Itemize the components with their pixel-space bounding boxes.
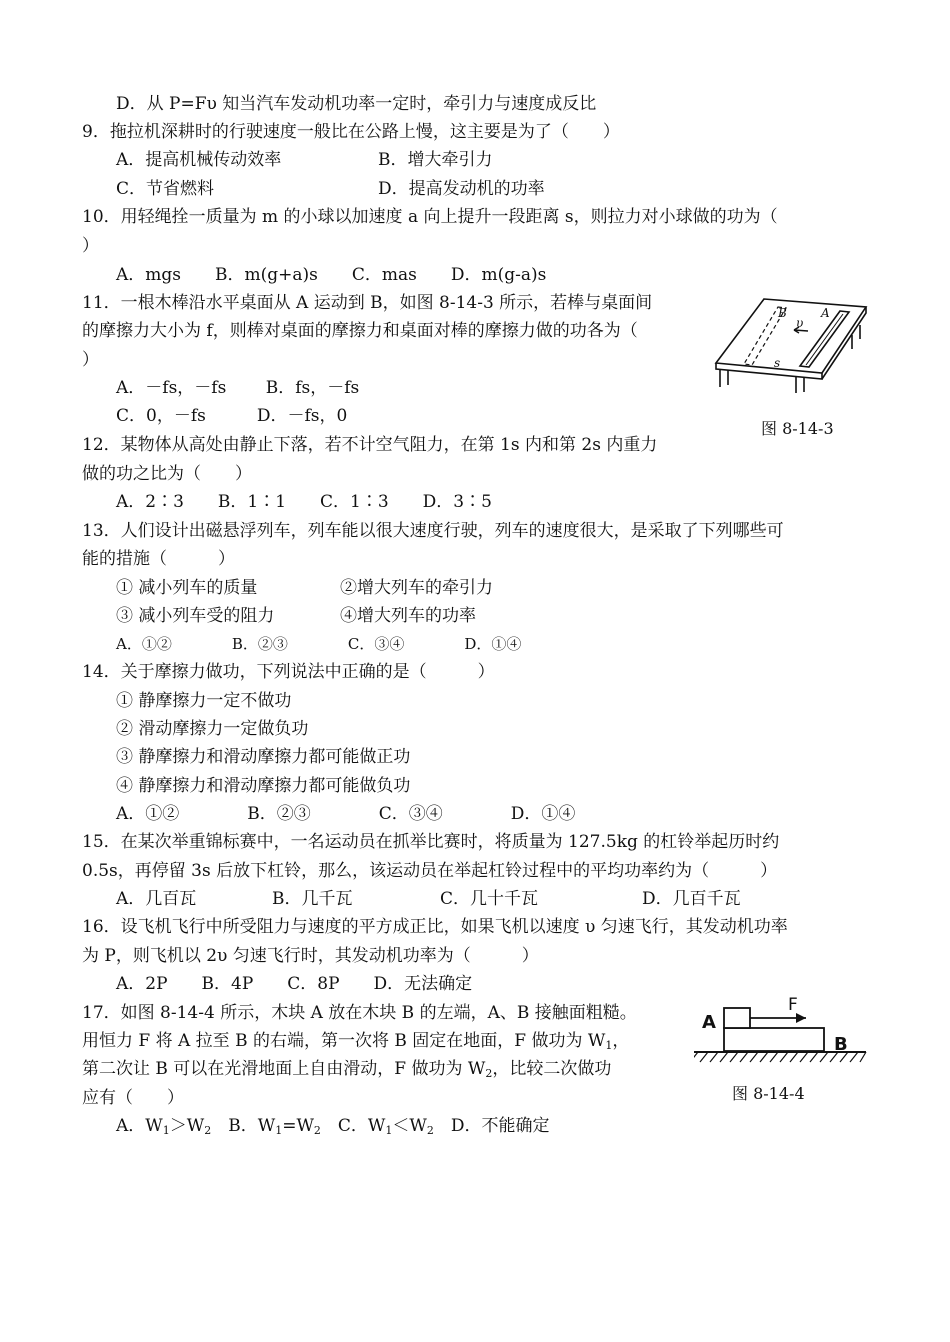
q12-stem-line2: 做的功之比为（ ） (82, 464, 252, 484)
q13-item-4: ④增大列车的功率 (340, 606, 476, 626)
q17-stem-line2: 用恒力 F 将 A 拉至 B 的右端，第一次将 B 固定在地面，F 做功为 $W_1$， (82, 1031, 630, 1052)
figure-label-s: s (774, 356, 781, 370)
q15-stem-line1: 15．在某次举重锦标赛中，一名运动员在抓举比赛时，将质量为 127.5kg 的杠铃举起历时约 (82, 832, 780, 852)
figure-8-14-4-caption: 图 8-14-4 (732, 1084, 805, 1103)
q13-item-3: ③ 减小列车受的阻力 (116, 606, 275, 626)
q15-option-c: C．几十千瓦 (440, 889, 539, 909)
figure-8-14-3-caption: 图 8-14-3 (761, 419, 834, 438)
q13-options: A．①② B．②③ C．③④ D．①④ (116, 635, 522, 653)
q11-stem-line2: 的摩擦力大小为 f，则棒对桌面的摩擦力和桌面对棒的摩擦力做的功各为（ (82, 321, 638, 341)
figure-8-14-3-table-rod (712, 295, 872, 395)
figure-label-a: A (702, 1012, 716, 1033)
q13-stem-line2: 能的措施（ ） (82, 549, 235, 569)
q9-stem: 9．拖拉机深耕时的行驶速度一般比在公路上慢，这主要是为了（ ） (82, 122, 620, 142)
figure-label-b: B (778, 306, 787, 320)
q13-item-2: ②增大列车的牵引力 (340, 578, 493, 598)
q15-option-d: D．几百千瓦 (642, 889, 741, 909)
q14-item-2: ② 滑动摩擦力一定做负功 (116, 719, 309, 739)
q16-stem-line1: 16．设飞机飞行中所受阻力与速度的平方成正比，如果飞机以速度 υ 匀速飞行，其发动机功率 (82, 917, 788, 937)
q11-stem-line3: ） (82, 350, 99, 370)
q17-options: A．$W_1>W_2$ B．$W_1=W_2$ C．$W_1<W_2$ D．不能确定 (116, 1116, 550, 1137)
q15-option-b: B．几千瓦 (272, 889, 353, 909)
q14-item-3: ③ 静摩擦力和滑动摩擦力都可能做正功 (116, 747, 411, 767)
q15-option-a: A．几百瓦 (116, 889, 197, 909)
q14-stem: 14．关于摩擦力做功，下列说法中正确的是（ ） (82, 662, 495, 682)
q15-stem-line2: 0.5s，再停留 3s 后放下杠铃，那么，该运动员在举起杠铃过程中的平均功率约为（ ） (82, 861, 778, 881)
q11-options-row1: A．－fs，－fs B．fs，－fs (116, 378, 360, 398)
q10-stem-line1: 10．用轻绳拴一质量为 m 的小球以加速度 a 向上提升一段距离 s，则拉力对小球做的功为（ (82, 207, 778, 227)
figure-8-14-4-blocks (694, 990, 870, 1070)
q12-stem-line1: 12．某物体从高处由静止下落，若不计空气阻力，在第 1s 内和第 2s 内重力 (82, 435, 658, 455)
q16-options: A．2P B．4P C．8P D．无法确定 (116, 974, 473, 994)
q17-stem-line4: 应有（ ） (82, 1088, 184, 1108)
q14-item-4: ④ 静摩擦力和滑动摩擦力都可能做负功 (116, 776, 411, 796)
q17-stem-line3: 第二次让 B 可以在光滑地面上自由滑动，F 做功为 $W_2$，比较二次做功 (82, 1059, 612, 1080)
q13-item-1: ① 减小列车的质量 (116, 578, 258, 598)
figure-label-a: A (821, 306, 830, 320)
figure-label-b: B (834, 1034, 848, 1055)
q9-option-a: A．提高机械传动效率 (116, 150, 282, 170)
q9-option-b: B．增大牵引力 (378, 150, 493, 170)
q9-option-d: D．提高发动机的功率 (378, 179, 545, 199)
q17-stem-line1: 17．如图 8-14-4 所示，木块 A 放在木块 B 的左端，A、B 接触面粗糙。 (82, 1003, 637, 1023)
q11-options-row2: C．0，－fs D．－fs，0 (116, 406, 348, 426)
q12-options: A．2∶3 B．1∶1 C．1∶3 D．3∶5 (116, 492, 492, 512)
q11-stem-line1: 11．一根木棒沿水平桌面从 A 运动到 B，如图 8-14-3 所示，若棒与桌面间 (82, 293, 653, 313)
q14-item-1: ① 静摩擦力一定不做功 (116, 691, 292, 711)
figure-label-v: υ (796, 316, 804, 330)
q16-stem-line2: 为 P，则飞机以 2υ 匀速飞行时，其发动机功率为（ ） (82, 946, 539, 966)
q10-options: A．mgs B．m(g+a)s C．mas D．m(g-a)s (116, 265, 547, 285)
q8-option-d: D．从 P=Fυ 知当汽车发动机功率一定时，牵引力与速度成反比 (116, 94, 597, 114)
q14-options: A．①② B．②③ C．③④ D．①④ (116, 804, 576, 824)
q10-stem-line2: ） (82, 236, 99, 256)
q9-option-c: C．节省燃料 (116, 179, 215, 199)
figure-label-f: F (788, 995, 798, 1015)
q13-stem-line1: 13．人们设计出磁悬浮列车，列车能以很大速度行驶，列车的速度很大，是采取了下列哪些可 (82, 521, 784, 541)
